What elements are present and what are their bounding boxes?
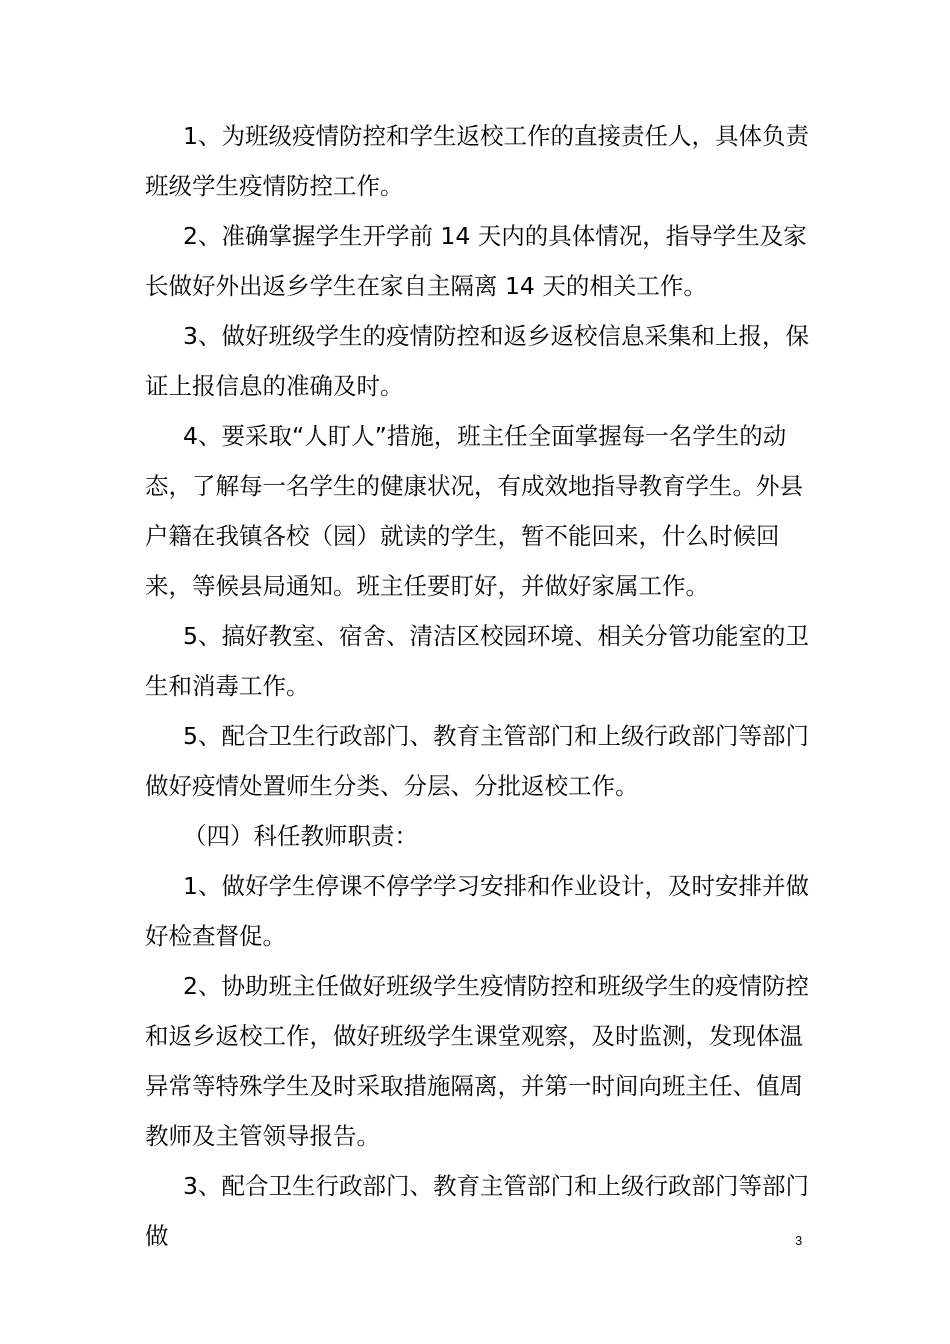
paragraph-8: 2、协助班主任做好班级学生疫情防控和班级学生的疫情防控和返乡返校工作，做好班级学生课堂观察，及时监测，发现体温异常等特殊学生及时采取措施隔离，并第一时间向班主任、值周教师及主管领导报告。 <box>145 972 809 1150</box>
paragraph-3: 3、做好班级学生的疫情防控和返乡返校信息采集和上报，保证上报信息的准确及时。 <box>145 322 809 400</box>
paragraph-5: 5、搞好教室、宿舍、清洁区校园环境、相关分管功能室的卫生和消毒工作。 <box>145 622 809 700</box>
paragraph-6: 5、配合卫生行政部门、教育主管部门和上级行政部门等部门做好疫情处置师生分类、分层、分批返校工作。 <box>145 722 809 800</box>
page-number: 3 <box>795 1233 803 1248</box>
paragraph-4: 4、要采取“人盯人”措施，班主任全面掌握每一名学生的动态，了解每一名学生的健康状况，有成效地指导教育学生。外县户籍在我镇各校（园）就读的学生，暂不能回来，什么时候回来，等候县局通知。班主任要盯好，并做好家属工作。 <box>145 422 803 600</box>
paragraph-7: 1、做好学生停课不停学学习安排和作业设计，及时安排并做好检查督促。 <box>145 872 809 950</box>
paragraph-1: 1、为班级疫情防控和学生返校工作的直接责任人，具体负责班级学生疫情防控工作。 <box>145 122 809 200</box>
section-heading: （四）科任教师职责： <box>183 822 418 850</box>
paragraph-2: 2、准确掌握学生开学前 14 天内的具体情况，指导学生及家长做好外出返乡学生在家自主隔离 14 天的相关工作。 <box>145 222 807 300</box>
document-body <box>145 111 810 1261</box>
paragraph-9: 3、配合卫生行政部门、教育主管部门和上级行政部门等部门做 <box>145 1172 809 1250</box>
